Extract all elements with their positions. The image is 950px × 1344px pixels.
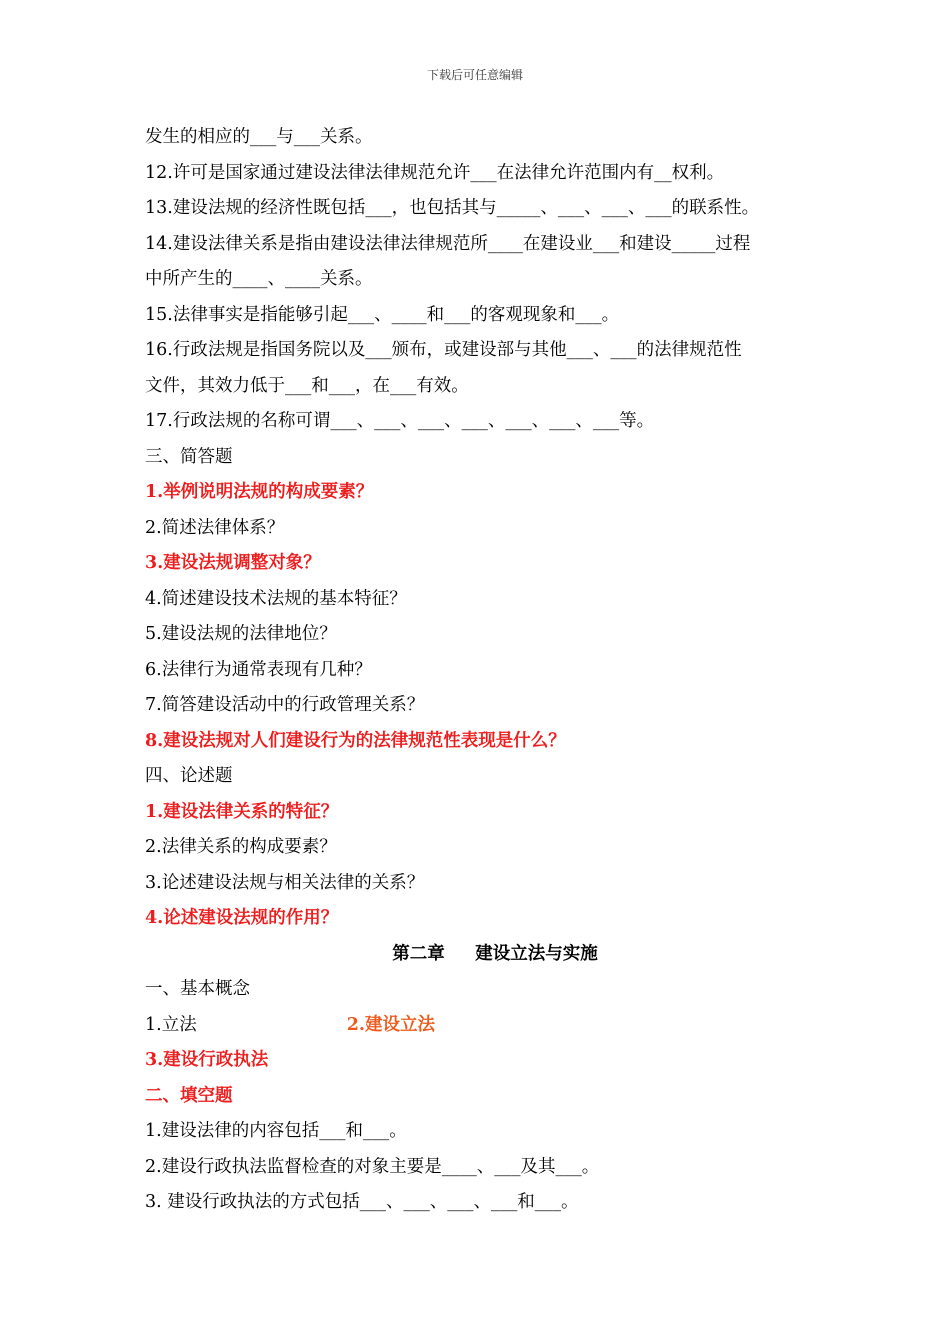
fill-in-question-17: 17.行政法规的名称可谓___、___、___、___、___、___、___等。 [145,411,655,431]
section-heading-basic-concepts: 一、基本概念 [145,979,250,999]
fill-in-question-16: 16.行政法规是指国务院以及___颁布，或建设部与其他___、___的法律规范性 [145,340,742,360]
short-answer-question-8: 8.建设法规对人们建设行为的法律规范性表现是什么？ [145,730,566,751]
fill-in-question-16-cont: 文件，其效力低于___和___，在___有效。 [145,375,469,396]
fill-in-question-1: 1.建设法律的内容包括___和___。 [145,1121,407,1141]
page-header: 下载后可任意编辑 [426,68,523,82]
concept-row [145,1008,825,1044]
short-answer-question-5: 5.建设法规的法律地位？ [145,624,337,644]
fill-in-question-15: 15.法律事实是指能够引起___、____和___的客观现象和___。 [145,304,620,325]
document-body [145,120,825,1221]
essay-question-2: 2.法律关系的构成要素？ [145,837,337,857]
concept-item-2: 2.建设立法 [346,1014,435,1035]
fill-in-question-2: 2.建设行政执法监督检查的对象主要是____、___及其___。 [145,1156,600,1177]
essay-question-1: 1.建设法律关系的特征？ [145,801,339,822]
fill-in-question-14-cont: 中所产生的____、____关系。 [145,269,373,289]
short-answer-question-7: 7.简答建设活动中的行政管理关系？ [145,695,425,715]
concept-item-3: 3.建设行政执法 [145,1050,269,1070]
section-heading-fill-in: 二、填空题 [145,1085,233,1106]
short-answer-question-2: 2.简述法律体系？ [145,517,285,538]
essay-question-4: 4.论述建设法规的作用？ [145,908,339,928]
section-heading-essay: 四、论述题 [145,766,233,786]
short-answer-question-4: 4.简述建设技术法规的基本特征？ [145,588,407,609]
short-answer-question-6: 6.法律行为通常表现有几种？ [145,659,372,680]
fill-in-question-12: 12.许可是国家通过建设法律法律规范允许___在法律允许范围内有__权利。 [145,162,725,183]
short-answer-question-1: 1.举例说明法规的构成要素？ [145,482,374,502]
chapter-title: 第二章 建设立法与实施 [392,943,598,964]
fill-in-question-13: 13.建设法规的经济性既包括___，也包括其与_____、___、___、___的联系性。 [145,198,760,218]
section-heading-short-answer: 三、简答题 [145,446,233,467]
fill-in-line: 发生的相应的___与___关系。 [145,127,373,147]
fill-in-question-3: 3. 建设行政执法的方式包括___、___、___、___和___。 [145,1192,579,1212]
short-answer-question-3: 3.建设法规调整对象？ [145,553,321,573]
essay-question-3: 3.论述建设法规与相关法律的关系？ [145,872,425,893]
concept-item-1: 1.立法 [145,1014,197,1035]
fill-in-question-14: 14.建设法律关系是指由建设法律法律规范所____在建设业___和建设_____过程 [145,233,751,254]
